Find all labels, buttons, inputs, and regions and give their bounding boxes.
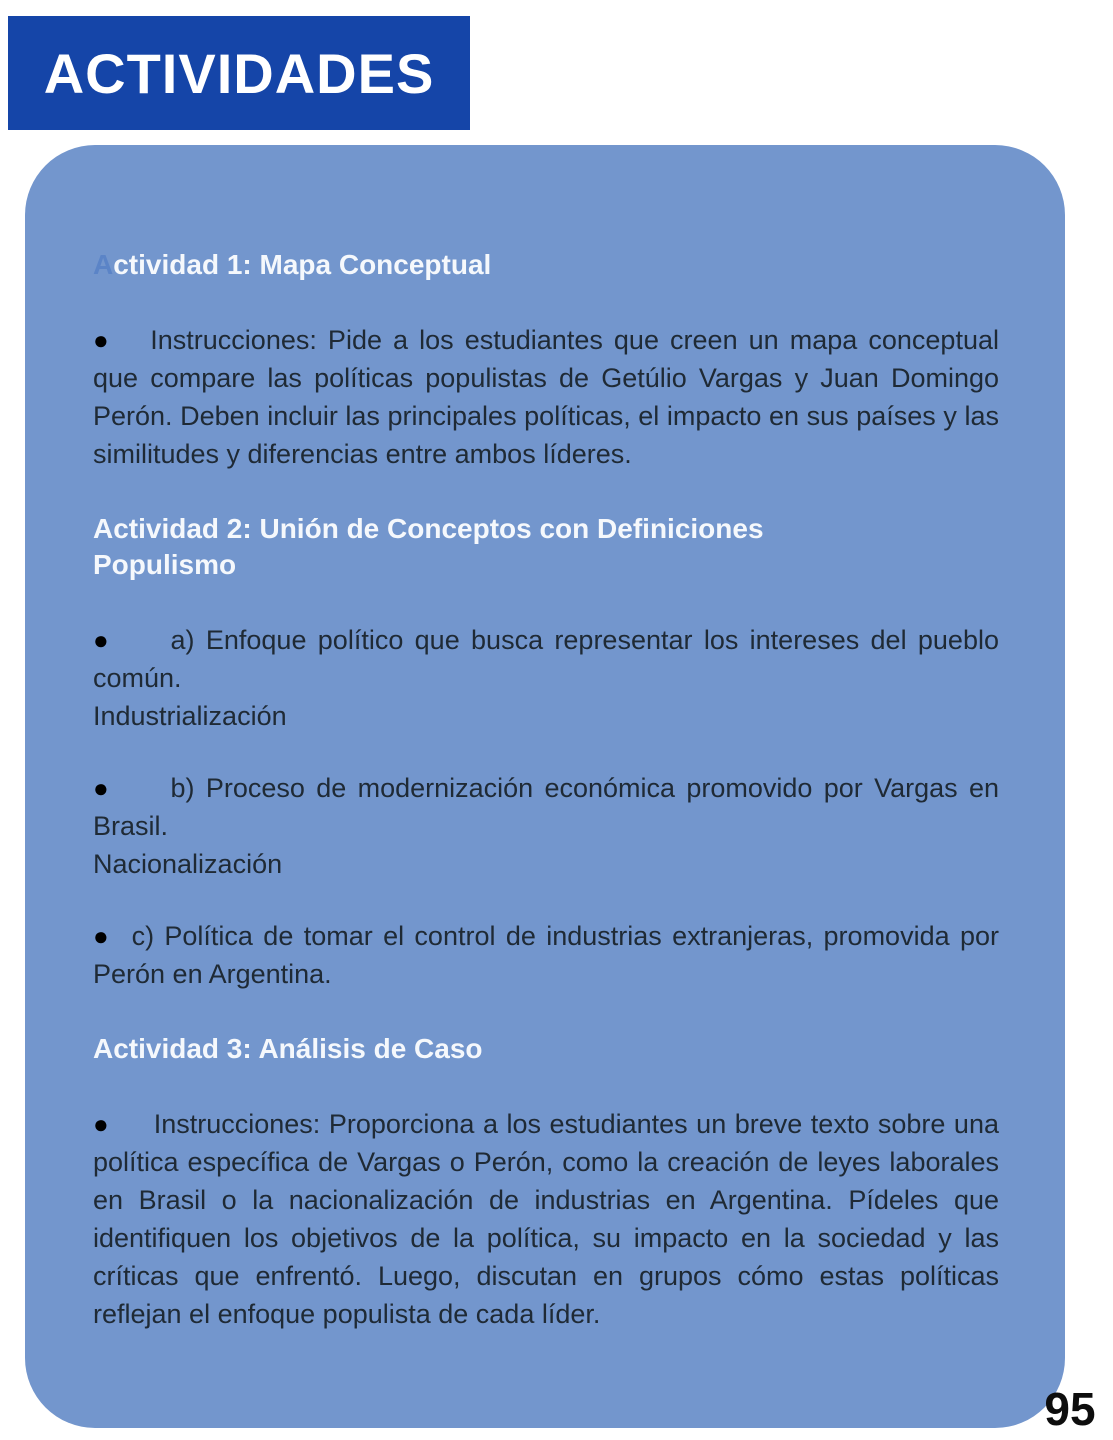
- activity1-heading-text: ctividad 1: Mapa Conceptual: [113, 249, 492, 280]
- bullet-icon: ●: [93, 1109, 110, 1139]
- definition-item-c: [93, 917, 999, 993]
- definition-c-text: c) Política de tomar el control de industrias extranjeras, promovida por Perón en Argentina.: [93, 921, 999, 989]
- definition-item-b: [93, 769, 999, 883]
- activity3-heading: Actividad 3: Análisis de Caso: [93, 1033, 483, 1064]
- definition-c-text-line: [93, 917, 999, 993]
- definition-a-text: a) Enfoque político que busca representar los intereses del pueblo común.: [93, 625, 999, 693]
- tab-spacer: [113, 648, 171, 649]
- tab-spacer: [113, 796, 171, 797]
- activity1-instructions-text: Instrucciones: Pide a los estudiantes que creen un mapa conceptual que compare las políticas populistas de Getúlio Vargas y Juan Domingo Perón. Deben incluir las principales políticas, el impacto en sus países y las similitudes y diferencias entre ambos líderes.: [93, 325, 999, 469]
- tab-spacer: [112, 348, 150, 349]
- activity3-instructions-text: Instrucciones: Proporciona a los estudiantes un breve texto sobre una política específica de Vargas o Perón, como la creación de leyes laborales en Brasil o la nacionalización de industrias en Argentina. Pídeles que identifiquen los objetivos de la política, su impacto en la sociedad y las críticas que enfrentó. Luego, discutan en grupos cómo estas políticas reflejan el enfoque populista de cada líder.: [93, 1109, 999, 1329]
- activities-panel: [25, 145, 1065, 1428]
- activity2-heading-line1: Actividad 2: Unión de Conceptos con Definiciones: [93, 513, 764, 544]
- tab-spacer: [110, 1132, 154, 1133]
- activity2-heading: [93, 511, 999, 583]
- page-title: ACTIVIDADES: [43, 41, 435, 105]
- activity1-heading: [93, 247, 999, 283]
- bullet-icon: ●: [93, 325, 113, 355]
- definition-b-text-line: [93, 769, 999, 845]
- definition-item-a: [93, 621, 999, 735]
- bullet-icon: ●: [93, 921, 112, 951]
- tab-spacer: [112, 944, 132, 945]
- definition-a-text-line: [93, 621, 999, 697]
- page-number: 95: [1044, 1383, 1096, 1435]
- activity1-heading-initial: A: [93, 249, 114, 280]
- bullet-icon: ●: [93, 625, 113, 655]
- activity2-heading-line2: Populismo: [93, 549, 237, 580]
- header-banner: [8, 16, 470, 130]
- activity1-instructions: [93, 321, 999, 473]
- term-industrializacion: Industrialización: [93, 701, 287, 731]
- definition-b-text: b) Proceso de modernización económica promovido por Vargas en Brasil.: [93, 773, 999, 841]
- term-nacionalizacion: Nacionalización: [93, 849, 283, 879]
- bullet-icon: ●: [93, 773, 113, 803]
- activity3-instructions: [93, 1105, 999, 1333]
